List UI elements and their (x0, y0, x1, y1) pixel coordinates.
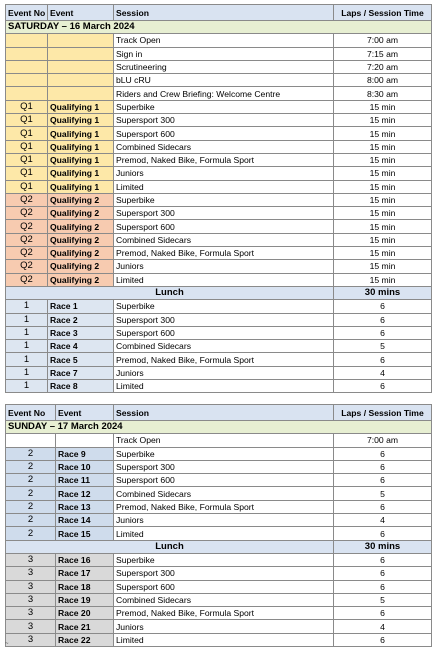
header-event: Event (56, 405, 114, 421)
session-cell: bLU cRU (114, 74, 334, 87)
event-cell (48, 74, 114, 87)
event-cell: Race 7 (48, 366, 114, 379)
event-cell: Race 17 (56, 567, 114, 580)
time-cell: 15 min (334, 207, 432, 220)
event-no-cell: 2 (6, 460, 56, 473)
time-cell: 4 (334, 514, 432, 527)
time-cell: 15 min (334, 247, 432, 260)
event-no-cell: 2 (6, 527, 56, 540)
session-cell: Combined Sidecars (114, 340, 334, 353)
schedule-row (6, 340, 432, 353)
session-cell: Supersport 600 (114, 220, 334, 233)
schedule-row (6, 193, 432, 206)
time-cell: 15 min (334, 140, 432, 153)
session-cell: Juniors (114, 366, 334, 379)
event-cell: Qualifying 1 (48, 114, 114, 127)
event-no-cell: Q1 (6, 153, 48, 166)
session-cell: Supersport 600 (114, 474, 334, 487)
session-cell: Supersport 600 (114, 326, 334, 339)
event-cell: Qualifying 1 (48, 180, 114, 193)
schedule-row (6, 220, 432, 233)
schedule-row (6, 260, 432, 273)
time-cell: 6 (334, 447, 432, 460)
schedule-row (6, 514, 432, 527)
time-cell: 7:00 am (334, 434, 432, 447)
lunch-time: 30 mins (334, 540, 432, 553)
event-no-cell: Q1 (6, 114, 48, 127)
event-cell: Race 5 (48, 353, 114, 366)
event-no-cell: Q2 (6, 193, 48, 206)
header-row (6, 405, 432, 421)
time-cell: 15 min (334, 127, 432, 140)
event-no-cell: 1 (6, 353, 48, 366)
time-cell: 7:20 am (334, 60, 432, 73)
event-cell (56, 434, 114, 447)
event-cell: Race 13 (56, 500, 114, 513)
session-cell: Limited (114, 527, 334, 540)
schedule-row (6, 247, 432, 260)
session-cell: Supersport 300 (114, 207, 334, 220)
event-no-cell: 3 (6, 633, 56, 646)
schedule-row (6, 74, 432, 87)
time-cell: 7:15 am (334, 47, 432, 60)
event-no-cell: Q2 (6, 273, 48, 286)
event-cell: Race 16 (56, 553, 114, 566)
session-cell: Limited (114, 180, 334, 193)
event-cell: Qualifying 2 (48, 193, 114, 206)
session-cell: Premod, Naked Bike, Formula Sport (114, 247, 334, 260)
lunch-label: Lunch (6, 286, 334, 299)
schedule-row (6, 553, 432, 566)
session-cell: Combined Sidecars (114, 593, 334, 606)
schedule-row (6, 100, 432, 113)
event-no-cell: 2 (6, 514, 56, 527)
schedule-row (6, 180, 432, 193)
time-cell: 6 (334, 607, 432, 620)
event-cell: Qualifying 1 (48, 127, 114, 140)
schedule-row (6, 207, 432, 220)
time-cell: 6 (334, 567, 432, 580)
event-cell: Qualifying 2 (48, 220, 114, 233)
time-cell: 6 (334, 460, 432, 473)
event-cell: Race 1 (48, 300, 114, 313)
event-cell: Race 18 (56, 580, 114, 593)
schedule-row (6, 127, 432, 140)
schedule-row (6, 60, 432, 73)
time-cell: 6 (334, 313, 432, 326)
event-no-cell: Q2 (6, 233, 48, 246)
header-event-no: Event No (6, 405, 56, 421)
schedule-row (6, 593, 432, 606)
day-title: SUNDAY – 17 March 2024 (6, 421, 432, 434)
event-cell: Qualifying 1 (48, 100, 114, 113)
event-no-cell: 2 (6, 474, 56, 487)
schedule-row (6, 633, 432, 646)
session-cell: Supersport 300 (114, 567, 334, 580)
session-cell: Superbike (114, 100, 334, 113)
lunch-time: 30 mins (334, 286, 432, 299)
event-no-cell: Q2 (6, 260, 48, 273)
time-cell: 15 min (334, 233, 432, 246)
session-cell: Sign in (114, 47, 334, 60)
time-cell: 5 (334, 487, 432, 500)
event-cell: Race 19 (56, 593, 114, 606)
day-title: SATURDAY – 16 March 2024 (6, 21, 432, 34)
event-no-cell: 1 (6, 326, 48, 339)
event-cell: Qualifying 1 (48, 153, 114, 166)
lunch-label: Lunch (6, 540, 334, 553)
schedule-row (6, 273, 432, 286)
event-no-cell (6, 434, 56, 447)
session-cell: Supersport 600 (114, 580, 334, 593)
event-no-cell: 2 (6, 447, 56, 460)
event-cell: Qualifying 2 (48, 273, 114, 286)
event-no-cell: Q1 (6, 127, 48, 140)
schedule-row (6, 607, 432, 620)
event-no-cell: Q1 (6, 167, 48, 180)
event-no-cell: Q1 (6, 100, 48, 113)
header-event-no: Event No (6, 5, 48, 21)
event-no-cell (6, 74, 48, 87)
session-cell: Superbike (114, 193, 334, 206)
event-cell (48, 34, 114, 47)
schedule-row (6, 47, 432, 60)
event-cell: Race 12 (56, 487, 114, 500)
event-no-cell (6, 87, 48, 100)
event-no-cell: Q1 (6, 140, 48, 153)
event-no-cell: 1 (6, 366, 48, 379)
event-cell: Qualifying 1 (48, 140, 114, 153)
event-no-cell: 2 (6, 487, 56, 500)
event-no-cell: 1 (6, 380, 48, 393)
schedule-row (6, 34, 432, 47)
time-cell: 5 (334, 340, 432, 353)
session-cell: Scrutineering (114, 60, 334, 73)
event-no-cell: 1 (6, 300, 48, 313)
event-cell: Race 4 (48, 340, 114, 353)
time-cell: 15 min (334, 180, 432, 193)
time-cell: 15 min (334, 260, 432, 273)
schedule-row (6, 140, 432, 153)
session-cell: Juniors (114, 167, 334, 180)
schedule-row (6, 474, 432, 487)
time-cell: 4 (334, 620, 432, 633)
sunday-schedule-table (5, 404, 432, 647)
session-cell: Combined Sidecars (114, 487, 334, 500)
schedule-row (6, 233, 432, 246)
session-cell: Limited (114, 380, 334, 393)
event-cell: Race 22 (56, 633, 114, 646)
event-cell: Race 8 (48, 380, 114, 393)
session-cell: Track Open (114, 34, 334, 47)
session-cell: Superbike (114, 300, 334, 313)
event-cell: Race 3 (48, 326, 114, 339)
header-time: Laps / Session Time (334, 405, 432, 421)
event-cell: Qualifying 2 (48, 260, 114, 273)
schedule-row (6, 87, 432, 100)
schedule-row (6, 326, 432, 339)
schedule-row (6, 153, 432, 166)
session-cell: Supersport 300 (114, 460, 334, 473)
session-cell: Superbike (114, 553, 334, 566)
event-cell (48, 87, 114, 100)
time-cell: 6 (334, 474, 432, 487)
event-cell: Race 14 (56, 514, 114, 527)
time-cell: 6 (334, 527, 432, 540)
session-cell: Combined Sidecars (114, 140, 334, 153)
event-no-cell: Q2 (6, 247, 48, 260)
header-session: Session (114, 405, 334, 421)
session-cell: Combined Sidecars (114, 233, 334, 246)
session-cell: Premod, Naked Bike, Formula Sport (114, 153, 334, 166)
time-cell: 15 min (334, 220, 432, 233)
event-cell (48, 47, 114, 60)
header-session: Session (114, 5, 334, 21)
schedule-row (6, 487, 432, 500)
event-no-cell: 3 (6, 553, 56, 566)
lunch-row (6, 540, 432, 553)
event-no-cell: Q1 (6, 180, 48, 193)
header-event: Event (48, 5, 114, 21)
event-no-cell: Q2 (6, 207, 48, 220)
session-cell: Premod, Naked Bike, Formula Sport (114, 500, 334, 513)
time-cell: 15 min (334, 167, 432, 180)
session-cell: Limited (114, 273, 334, 286)
event-no-cell: 1 (6, 313, 48, 326)
event-cell: Qualifying 1 (48, 167, 114, 180)
session-cell: Juniors (114, 620, 334, 633)
session-cell: Juniors (114, 514, 334, 527)
event-cell: Race 21 (56, 620, 114, 633)
time-cell: 6 (334, 380, 432, 393)
time-cell: 8:00 am (334, 74, 432, 87)
session-cell: Supersport 600 (114, 127, 334, 140)
schedule-row (6, 114, 432, 127)
time-cell: 4 (334, 366, 432, 379)
event-cell (48, 60, 114, 73)
schedule-row (6, 567, 432, 580)
schedule-row (6, 500, 432, 513)
schedule-row (6, 460, 432, 473)
event-no-cell: 1 (6, 340, 48, 353)
event-no-cell: 3 (6, 567, 56, 580)
event-cell: Race 15 (56, 527, 114, 540)
event-no-cell: 3 (6, 580, 56, 593)
event-cell: Qualifying 2 (48, 247, 114, 260)
event-cell: Qualifying 2 (48, 207, 114, 220)
day-row (6, 421, 432, 434)
event-cell: Race 11 (56, 474, 114, 487)
time-cell: 15 min (334, 193, 432, 206)
header-row (6, 5, 432, 21)
schedule-row (6, 313, 432, 326)
schedule-row (6, 527, 432, 540)
time-cell: 6 (334, 553, 432, 566)
event-no-cell (6, 47, 48, 60)
event-no-cell: 3 (6, 593, 56, 606)
time-cell: 7:00 am (334, 34, 432, 47)
page-footer-mark: ~ (5, 641, 9, 647)
schedule-row (6, 434, 432, 447)
time-cell: 6 (334, 326, 432, 339)
time-cell: 8:30 am (334, 87, 432, 100)
time-cell: 6 (334, 633, 432, 646)
time-cell: 6 (334, 500, 432, 513)
lunch-row (6, 286, 432, 299)
schedule-row (6, 353, 432, 366)
schedule-row (6, 167, 432, 180)
session-cell: Supersport 300 (114, 313, 334, 326)
event-no-cell (6, 60, 48, 73)
event-cell: Race 10 (56, 460, 114, 473)
session-cell: Premod, Naked Bike, Formula Sport (114, 607, 334, 620)
session-cell: Riders and Crew Briefing: Welcome Centre (114, 87, 334, 100)
time-cell: 15 min (334, 100, 432, 113)
header-time: Laps / Session Time (334, 5, 432, 21)
session-cell: Track Open (114, 434, 334, 447)
session-cell: Limited (114, 633, 334, 646)
saturday-table-body (6, 5, 432, 393)
event-no-cell: 3 (6, 620, 56, 633)
time-cell: 15 min (334, 153, 432, 166)
time-cell: 15 min (334, 273, 432, 286)
time-cell: 6 (334, 300, 432, 313)
event-no-cell (6, 34, 48, 47)
schedule-row (6, 366, 432, 379)
schedule-row (6, 447, 432, 460)
session-cell: Superbike (114, 447, 334, 460)
schedule-row (6, 300, 432, 313)
schedule-row (6, 580, 432, 593)
day-row (6, 21, 432, 34)
event-cell: Qualifying 2 (48, 233, 114, 246)
event-cell: Race 2 (48, 313, 114, 326)
session-cell: Juniors (114, 260, 334, 273)
event-cell: Race 9 (56, 447, 114, 460)
event-no-cell: 3 (6, 607, 56, 620)
saturday-schedule-table (5, 4, 432, 393)
session-cell: Premod, Naked Bike, Formula Sport (114, 353, 334, 366)
event-cell: Race 20 (56, 607, 114, 620)
schedule-row (6, 620, 432, 633)
session-cell: Supersport 300 (114, 114, 334, 127)
time-cell: 5 (334, 593, 432, 606)
time-cell: 6 (334, 353, 432, 366)
schedule-row (6, 380, 432, 393)
time-cell: 6 (334, 580, 432, 593)
event-no-cell: Q2 (6, 220, 48, 233)
time-cell: 15 min (334, 114, 432, 127)
event-no-cell: 2 (6, 500, 56, 513)
sunday-table-body (6, 405, 432, 647)
